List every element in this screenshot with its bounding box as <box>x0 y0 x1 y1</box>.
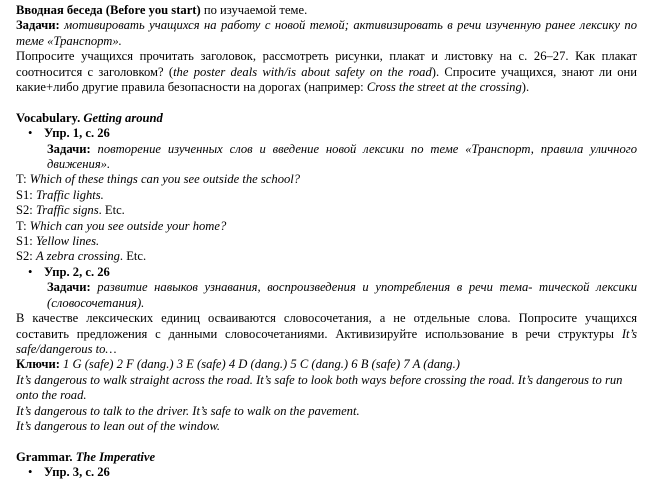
vocabulary-heading: Vocabulary. Getting around <box>16 110 163 125</box>
speaker-label: S2: <box>16 249 36 264</box>
answer-keys: Ключи: 1 G (safe) 2 F (dang.) 3 E (safe) 4 D (dang.) 5 C (dang.) 6 B (safe) 7 A (dang.) <box>16 357 460 372</box>
speaker-label: S1: <box>16 187 36 202</box>
exercise-3-heading: • Упр. 3, с. 26 <box>16 465 637 480</box>
intro-tasks: Задачи: мотивировать учащихся на работу с новой темой; активизировать в речи изученную ранее лексику по теме «Транспорт». <box>16 18 637 48</box>
exercise-2-paragraph: В качестве лексических единиц осваиваются словосочетания, а не отдельные слова. Попросите учащихся составить предложения с данными словосочетаниями. Активизируйте использование в речи структуры It’s safe/dangerous to… <box>16 311 637 356</box>
dialogue-line <box>16 249 637 264</box>
exercise-1-heading: • Упр. 1, с. 26 <box>16 126 637 141</box>
speaker-label: S1: <box>16 234 36 249</box>
dialogue-tail: . Etc. <box>119 249 147 264</box>
dialogue-line <box>16 172 637 187</box>
dialogue-line <box>16 234 637 249</box>
speaker-label: T: <box>16 218 30 233</box>
dialogue-line <box>16 219 637 234</box>
dialogue-tail: . Etc. <box>98 203 125 218</box>
exercise-1-tasks: Задачи: повторение изученных слов и введение новой лексики по теме «Транспорт, правила уличного движения». <box>47 141 637 172</box>
exercise-2-tasks: Задачи: развитие навыков узнавания, воспроизведения и употребления в речи тема- тической лексики (словосочетания). <box>47 280 637 310</box>
dialogue-text: Traffic lights. <box>35 187 104 202</box>
speaker-label: S2: <box>16 203 36 218</box>
spacer <box>16 95 637 110</box>
example-sentence-3: It’s dangerous to lean out of the window. <box>16 418 221 433</box>
dialogue-1 <box>16 172 637 264</box>
dialogue-text: Which can you see outside your home? <box>29 218 227 233</box>
dialogue-text: A zebra crossing <box>35 249 120 264</box>
example-sentence-2: It’s dangerous to talk to the driver. It’s safe to walk on the pavement. <box>16 403 360 418</box>
speaker-label: T: <box>16 172 30 187</box>
intro-title: Вводная беседа (Before you start) по изучаемой теме. <box>16 3 308 17</box>
dialogue-line <box>16 203 637 218</box>
dialogue-text: Which of these things can you see outside the school? <box>29 172 301 187</box>
spacer <box>16 434 637 449</box>
grammar-heading: Grammar. The Imperative <box>16 449 156 464</box>
intro-paragraph: Попросите учащихся прочитать заголовок, рассмотреть рисунки, плакат и листовку на с. 26–27. Как плакат соотносится с заголовком? (the poster deals with/is about safety on the road). Спросите учащихся, знают ли они какие+либо другие правила безопасности на дорогах (например: Cross the street at the crossing). <box>16 49 638 95</box>
dialogue-line <box>16 188 637 203</box>
dialogue-text: Traffic signs <box>35 203 99 218</box>
exercise-2-heading: • Упр. 2, с. 26 <box>16 265 637 280</box>
dialogue-text: Yellow lines. <box>35 234 100 249</box>
example-sentence-1: It’s dangerous to walk straight across the road. It’s safe to look both ways before crossing the road. It’s dangerous to run onto the road. <box>16 372 623 403</box>
